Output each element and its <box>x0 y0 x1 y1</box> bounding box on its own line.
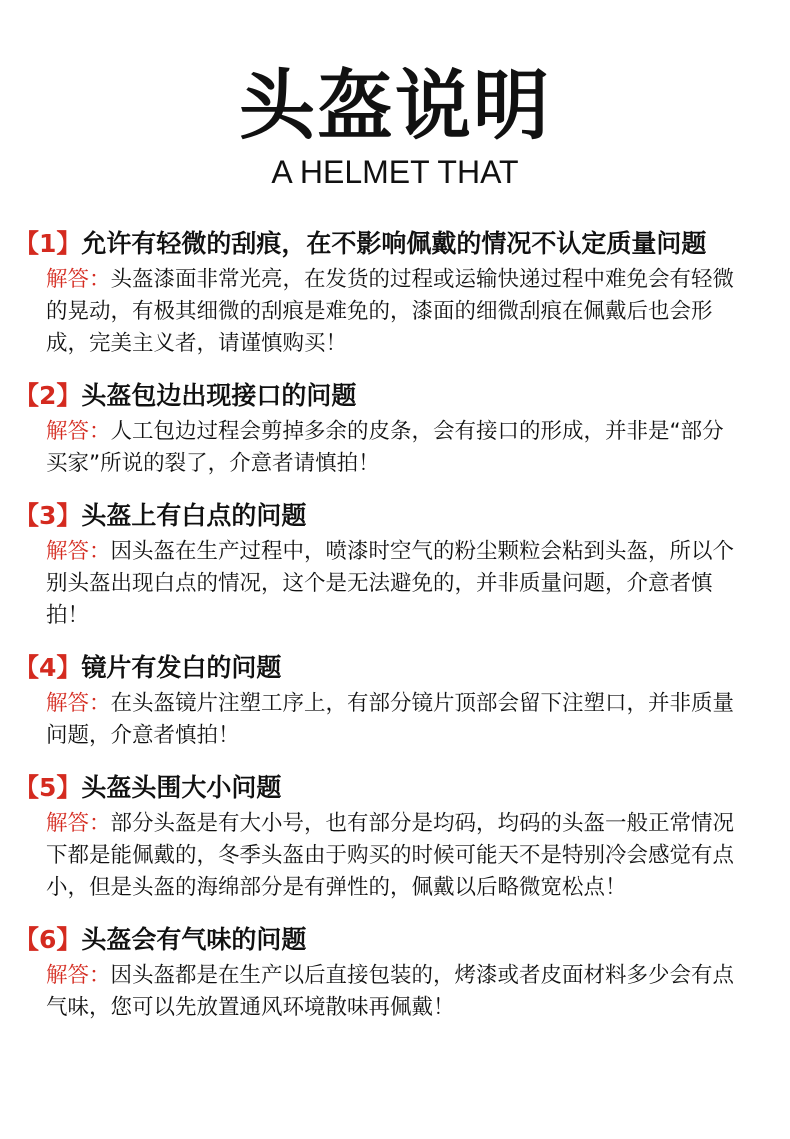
faq-question-text: 头盔包边出现接口的问题 <box>81 381 357 410</box>
answer-label: 解答： <box>46 539 111 564</box>
answer-label: 解答： <box>46 811 111 836</box>
faq-answer-text: 因头盔都是在生产以后直接包装的，烤漆或者皮面材料多少会有点气味，您可以先放置通风环境散味再佩戴！ <box>46 963 735 1020</box>
faq-item-4 <box>14 650 784 752</box>
faq-item-1 <box>14 226 784 360</box>
faq-question <box>14 650 784 686</box>
faq-question <box>14 770 784 806</box>
faq-answer <box>46 536 736 632</box>
faq-number: 【2】 <box>14 381 82 410</box>
faq-number: 【3】 <box>14 501 82 530</box>
page-subtitle: A HELMET THAT <box>271 154 519 190</box>
faq-question <box>14 922 784 958</box>
faq-item-3 <box>14 498 784 632</box>
faq-question-text: 头盔头围大小问题 <box>81 773 282 802</box>
faq-question <box>14 378 784 414</box>
faq-answer <box>46 416 736 480</box>
faq-number: 【5】 <box>14 773 82 802</box>
header <box>0 0 790 192</box>
faq-list <box>14 226 784 1042</box>
faq-answer-text: 因头盔在生产过程中，喷漆时空气的粉尘颗粒会粘到头盔，所以个别头盔出现白点的情况，这个是无法避免的，并非质量问题，介意者慎拍！ <box>46 539 735 628</box>
answer-label: 解答： <box>46 419 111 444</box>
faq-question-text: 头盔上有白点的问题 <box>81 501 307 530</box>
faq-answer <box>46 688 736 752</box>
answer-label: 解答： <box>46 267 111 292</box>
faq-answer <box>46 808 736 904</box>
answer-label: 解答： <box>46 691 111 716</box>
faq-question <box>14 498 784 534</box>
faq-number: 【1】 <box>14 229 82 258</box>
faq-answer-text: 头盔漆面非常光亮，在发货的过程或运输快递过程中难免会有轻微的晃动，有极其细微的刮痕是难免的，漆面的细微刮痕在佩戴后也会形成，完美主义者，请谨慎购买！ <box>46 267 735 356</box>
faq-number: 【6】 <box>14 925 82 954</box>
faq-question-text: 头盔会有气味的问题 <box>81 925 307 954</box>
faq-item-6 <box>14 922 784 1024</box>
faq-item-5 <box>14 770 784 904</box>
faq-question-text: 允许有轻微的刮痕，在不影响佩戴的情况不认定质量问题 <box>81 229 707 258</box>
page-title: 头盔说明 <box>239 61 551 150</box>
faq-answer <box>46 960 736 1024</box>
faq-item-2 <box>14 378 784 480</box>
faq-answer <box>46 264 736 360</box>
faq-question-text: 镜片有发白的问题 <box>81 653 282 682</box>
faq-question <box>14 226 784 262</box>
faq-answer-text: 人工包边过程会剪掉多余的皮条，会有接口的形成，并非是“部分买家”所说的裂了，介意者请慎拍！ <box>46 419 724 476</box>
faq-number: 【4】 <box>14 653 82 682</box>
faq-answer-text: 部分头盔是有大小号，也有部分是均码，均码的头盔一般正常情况下都是能佩戴的，冬季头盔由于购买的时候可能天不是特别冷会感觉有点小，但是头盔的海绵部分是有弹性的，佩戴以后略微宽松点！ <box>46 811 735 900</box>
faq-answer-text: 在头盔镜片注塑工序上，有部分镜片顶部会留下注塑口，并非质量问题，介意者慎拍！ <box>46 691 735 748</box>
answer-label: 解答： <box>46 963 111 988</box>
